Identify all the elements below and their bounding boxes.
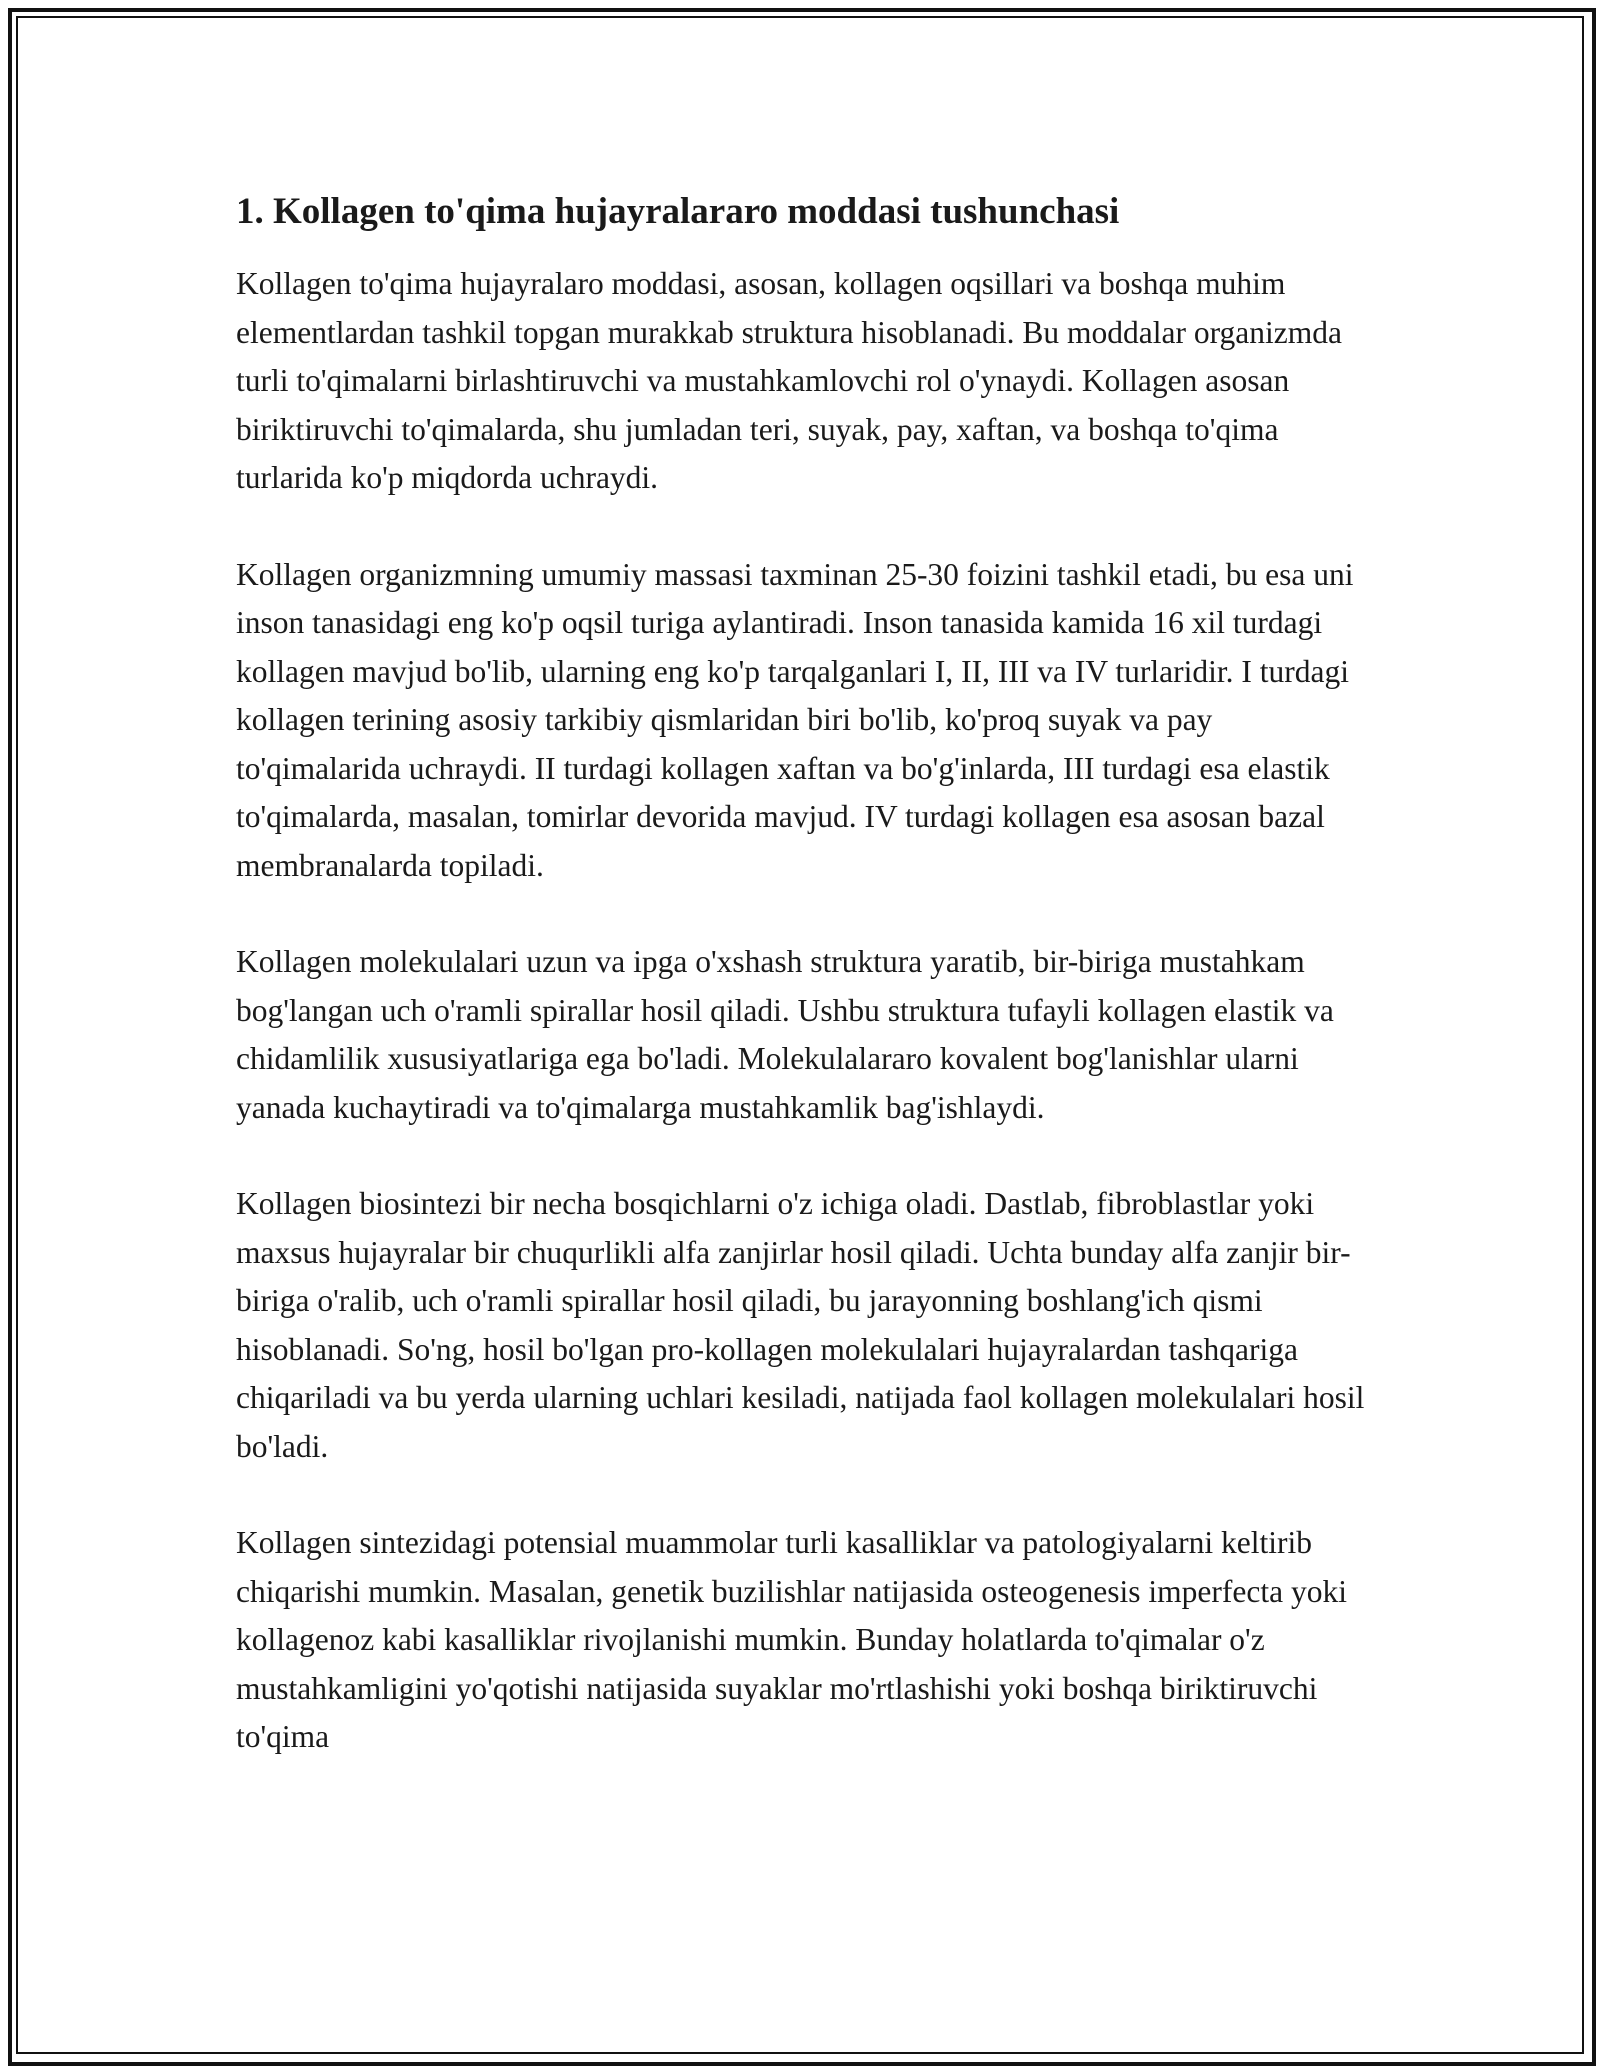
paragraph-5: Kollagen sintezidagi potensial muammolar turli kasalliklar va patologiyalarni keltirib chiqarishi mumkin. Masalan, genetik buzilishlar natijasida osteogenesis imperfecta yoki kollagenoz kabi kasalliklar rivojlanishi mumkin. Bunday holatlarda to'qimalar o'z mustahkamligini yo'qotishi natijasida suyaklar mo'rtlashishi yoki boshqa biriktiruvchi to'qima: [236, 1525, 1347, 1754]
document-body: [236, 186, 1366, 1810]
section-heading: 1. Kollagen to'qima hujayralararo moddasi tushunchasi: [236, 191, 1120, 232]
paragraph-4: Kollagen biosintezi bir necha bosqichlarni o'z ichiga oladi. Dastlab, fibroblastlar yoki maxsus hujayralar bir chuqurlikli alfa zanjirlar hosil qiladi. Uchta bunday alfa zanjir bir-biriga o'ralib, uch o'ramli spirallar hosil qiladi, bu jarayonning boshlang'ich qismi hisoblanadi. So'ng, hosil bo'lgan pro-kollagen molekulalari hujayralardan tashqariga chiqariladi va bu yerda ularning uchlari kesiladi, natijada faol kollagen molekulalari hosil bo'ladi.: [236, 1186, 1365, 1464]
paragraph-1: Kollagen to'qima hujayralaro moddasi, asosan, kollagen oqsillari va boshqa muhim elementlardan tashkil topgan murakkab struktura hisoblanadi. Bu moddalar organizmda turli to'qimalarni birlashtiruvchi va mustahkamlovchi rol o'ynaydi. Kollagen asosan biriktiruvchi to'qimalarda, shu jumladan teri, suyak, pay, xaftan, va boshqa to'qima turlarida ko'p miqdorda uchraydi.: [236, 266, 1342, 495]
paragraph-3: Kollagen molekulalari uzun va ipga o'xshash struktura yaratib, bir-biriga mustahkam bog'langan uch o'ramli spirallar hosil qiladi. Ushbu struktura tufayli kollagen elastik va chidamlilik xususiyatlariga ega bo'ladi. Molekulalararo kovalent bog'lanishlar ularni yanada kuchaytiradi va to'qimalarga mustahkamlik bag'ishlaydi.: [236, 944, 1334, 1125]
paragraph-2: Kollagen organizmning umumiy massasi taxminan 25-30 foizini tashkil etadi, bu esa uni inson tanasidagi eng ko'p oqsil turiga aylantiradi. Inson tanasida kamida 16 xil turdagi kollagen mavjud bo'lib, ularning eng ko'p tarqalganlari I, II, III va IV turlaridir. I turdagi kollagen terining asosiy tarkibiy qismlaridan biri bo'lib, ko'proq suyak va pay to'qimalarida uchraydi. II turdagi kollagen xaftan va bo'g'inlarda, III turdagi esa elastik to'qimalarda, masalan, tomirlar devorida mavjud. IV turdagi kollagen esa asosan bazal membranalarda topiladi.: [236, 556, 1354, 883]
